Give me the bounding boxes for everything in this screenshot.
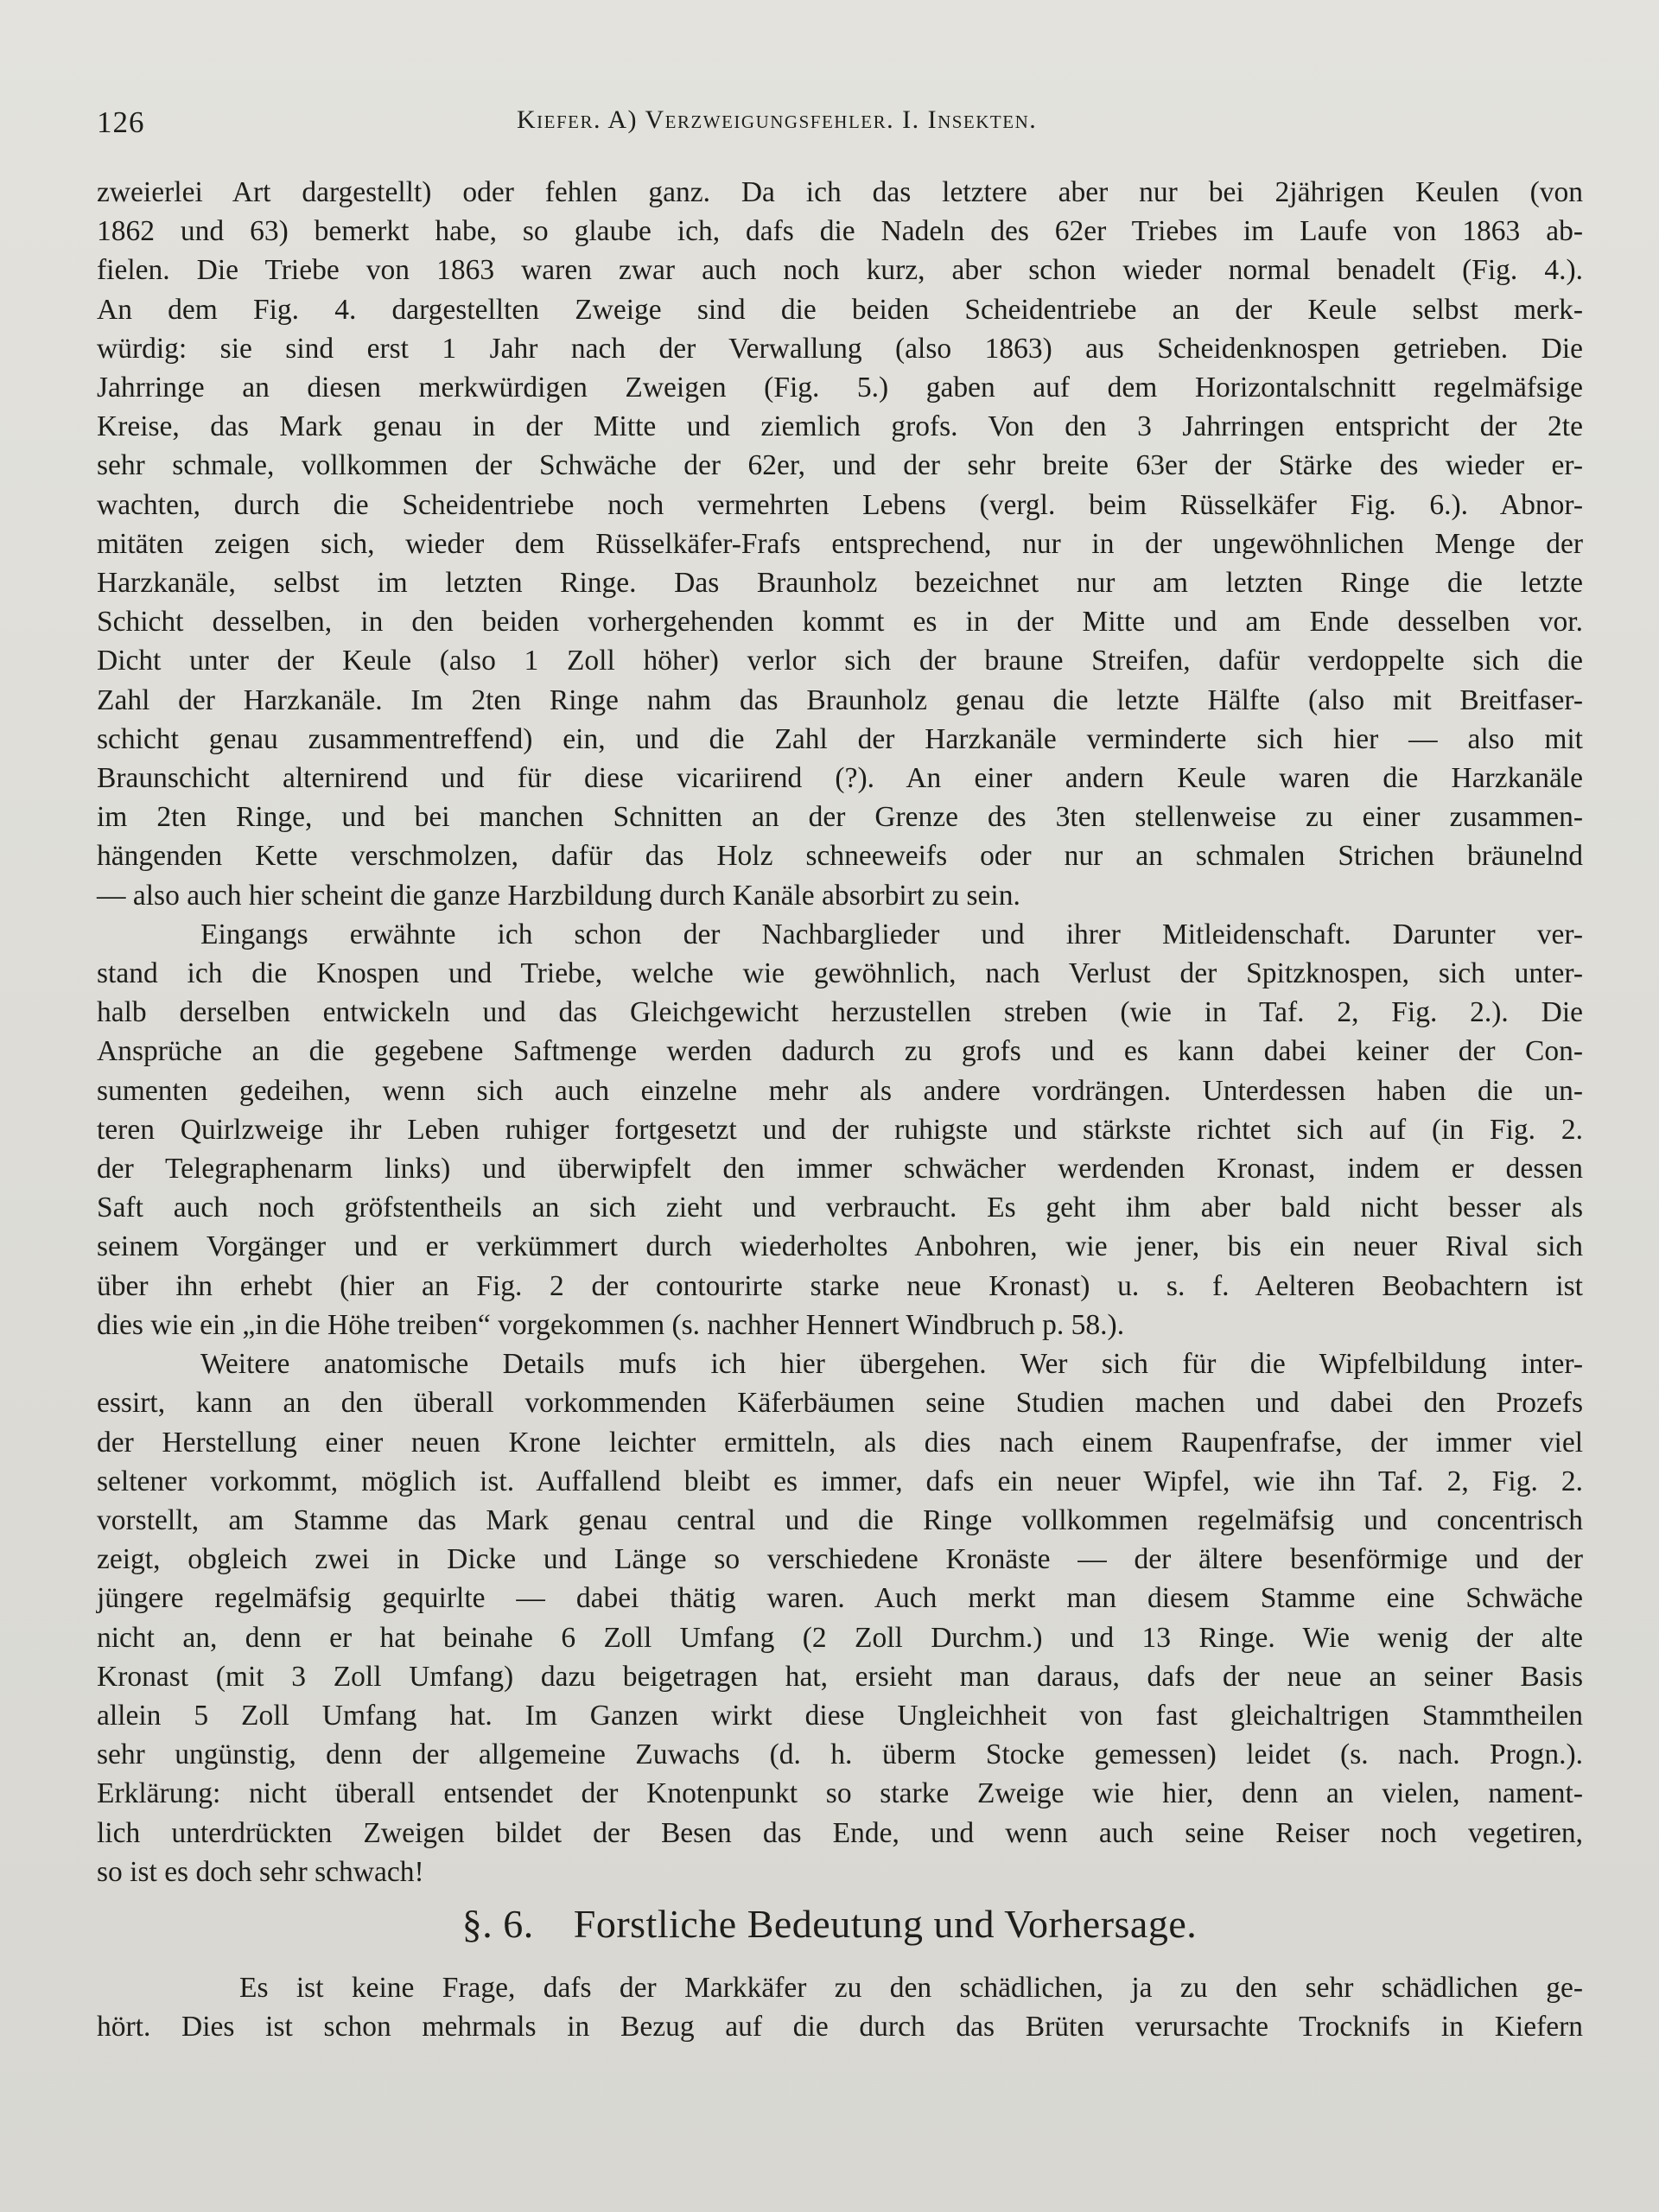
paragraph-3 [97,1344,1583,1891]
text-line: Es ist keine Frage, dafs der Markkäfer zu den schädlichen, ja zu den sehr schädlichen ge- [239,1972,1583,2004]
text-line: essirt, kann an den überall vorkommenden Käferbäumen seine Studien machen und dabei den Prozefs [97,1387,1583,1420]
text-line: der Telegraphenarm links) und überwipfelt den immer schwächer werdenden Kronast, indem er dessen [97,1153,1583,1185]
text-line: seinem Vorgänger und er verkümmert durch wiederholtes Anbohren, wie jener, bis ein neuer Rival sich [97,1230,1583,1263]
text-line: zweierlei Art dargestellt) oder fehlen ganz. Da ich das letztere aber nur bei 2jährigen Keulen (von [97,176,1583,208]
text-line: sehr schmale, vollkommen der Schwäche der 62er, und der sehr breite 63er der Stärke des wieder er- [97,449,1583,482]
text-line: halb derselben entwickeln und das Gleichgewicht herzustellen streben (wie in Taf. 2, Fig. 2.). Die [97,996,1583,1029]
text-line: mitäten zeigen sich, wieder dem Rüsselkäfer-Frafs entsprechend, nur in der ungewöhnlichen Menge der [97,527,1583,560]
running-head-title: Kiefer. A) Verzweigungsfehler. I. Insekten. [517,105,1038,134]
text-line: 1862 und 63) bemerkt habe, so glaube ich, dafs die Nadeln des 62er Triebes im Laufe von 1863 ab- [97,215,1583,248]
text-line: würdig: sie sind erst 1 Jahr nach der Verwallung (also 1863) aus Scheidenknospen getrieben. Die [97,332,1583,365]
paragraph-1 [97,173,1583,915]
text-line: über ihn erhebt (hier an Fig. 2 der contourirte starke neue Kronast) u. s. f. Aelteren Beobachtern ist [97,1269,1583,1302]
text-line: Erklärung: nicht überall entsendet der Knotenpunkt so starke Zweige wie hier, denn an vielen, nament- [97,1777,1583,1810]
text-line: vorstellt, am Stamme das Mark genau central und die Ringe vollkommen regelmäfsig und concentrisch [97,1503,1583,1536]
text-line: nicht an, denn er hat beinahe 6 Zoll Umfang (2 Zoll Durchm.) und 13 Ringe. Wie wenig der alte [97,1621,1583,1654]
text-line: wachten, durch die Scheidentriebe noch vermehrten Lebens (vergl. beim Rüsselkäfer Fig. 6.). Abnor- [97,488,1583,521]
text-line: An dem Fig. 4. dargestellten Zweige sind die beiden Scheidentriebe an der Keule selbst merk- [97,293,1583,326]
paragraph-2 [97,915,1583,1344]
text-line: Saft auch noch gröfstentheils an sich zieht und verbraucht. Es geht ihm aber bald nicht besser als [97,1192,1583,1224]
section-heading [0,1901,1659,1947]
text-line: allein 5 Zoll Umfang hat. Im Ganzen wirkt diese Ungleichheit von fast gleichaltrigen Stammtheilen [97,1699,1583,1732]
text-line: im 2ten Ringe, und bei manchen Schnitten an der Grenze des 3ten stellenweise zu einer zusammen- [97,801,1583,834]
text-line: hört. Dies ist schon mehrmals in Bezug auf die durch das Brüten verursachte Trocknifs in Kiefern [97,2011,1583,2044]
text-line: Ansprüche an die gegebene Saftmenge werden dadurch zu grofs und es kann dabei keiner der Con- [97,1035,1583,1068]
text-line: hängenden Kette verschmolzen, dafür das Holz schneeweifs oder nur an schmalen Strichen bräunelnd [97,840,1583,873]
section-number: §. 6. [461,1902,534,1946]
text-line: seltener vorkommt, möglich ist. Auffallend bleibt es immer, dafs ein neuer Wipfel, wie ihn Taf. 2, Fig. 2. [97,1465,1583,1497]
text-line: Schicht desselben, in den beiden vorhergehenden kommt es in der Mitte und am Ende desselben vor. [97,606,1583,639]
text-line: jüngere regelmäfsig gequirlte — dabei thätig waren. Auch merkt man diesem Stamme eine Schwäche [97,1582,1583,1615]
text-line: Harzkanäle, selbst im letzten Ringe. Das Braunholz bezeichnet nur am letzten Ringe die letzte [97,567,1583,600]
text-line: teren Quirlzweige ihr Leben ruhiger fortgesetzt und der ruhigste und stärkste richtet sich auf (in Fig. 2. [97,1113,1583,1146]
text-line: Braunschicht alternirend und für diese vicariirend (?). An einer andern Keule waren die Harzkanäle [97,762,1583,795]
text-line: so ist es doch sehr schwach! [97,1855,424,1888]
paragraph-4 [97,1968,1583,2046]
text-line: Eingangs erwähnte ich schon der Nachbarglieder und ihrer Mitleidenschaft. Darunter ver- [200,918,1583,950]
running-head [97,105,1583,140]
page-number: 126 [97,105,145,139]
text-line: zeigt, obgleich zwei in Dicke und Länge so verschiedene Kronäste — der ältere besenförmige und der [97,1543,1583,1576]
text-line: sehr ungünstig, denn der allgemeine Zuwachs (d. h. überm Stocke gemessen) leidet (s. nach. Progn.). [97,1738,1583,1771]
text-line: fielen. Die Triebe von 1863 waren zwar auch noch kurz, aber schon wieder normal benadelt (Fig. 4.). [97,254,1583,287]
text-line: dies wie ein „in die Höhe treiben“ vorgekommen (s. nachher Hennert Windbruch p. 58.). [97,1308,1125,1341]
text-line: Jahrringe an diesen merkwürdigen Zweigen (Fig. 5.) gaben auf dem Horizontalschnitt regelmäfsige [97,372,1583,404]
body-text [97,173,1583,1891]
text-line: Kreise, das Mark genau in der Mitte und ziemlich grofs. Von den 3 Jahrringen entspricht der 2te [97,410,1583,443]
section-title: Forstliche Bedeutung und Vorhersage. [573,1902,1198,1946]
text-line: Weitere anatomische Details mufs ich hier übergehen. Wer sich für die Wipfelbildung inter- [200,1348,1583,1381]
text-line: Zahl der Harzkanäle. Im 2ten Ringe nahm das Braunholz genau die letzte Hälfte (also mit Breitfaser- [97,683,1583,716]
text-line: sumenten gedeihen, wenn sich auch einzelne mehr als andere vordrängen. Unterdessen haben die un- [97,1074,1583,1107]
text-line: Dicht unter der Keule (also 1 Zoll höher) verlor sich der braune Streifen, dafür verdoppelte sich die [97,645,1583,677]
text-line: lich unterdrückten Zweigen bildet der Besen das Ende, und wenn auch seine Reiser noch vegetiren, [97,1816,1583,1849]
text-line: Kronast (mit 3 Zoll Umfang) dazu beigetragen hat, ersieht man daraus, dafs der neue an seiner Basis [97,1660,1583,1693]
text-line: schicht genau zusammentreffend) ein, und die Zahl der Harzkanäle verminderte sich hier — also mit [97,722,1583,755]
text-line: stand ich die Knospen und Triebe, welche wie gewöhnlich, nach Verlust der Spitzknospen, sich unter- [97,957,1583,990]
text-line: — also auch hier scheint die ganze Harzbildung durch Kanäle absorbirt zu sein. [97,879,1020,912]
text-line: der Herstellung einer neuen Krone leichter ermitteln, als dies nach einem Raupenfrafse, der immer viel [97,1426,1583,1459]
